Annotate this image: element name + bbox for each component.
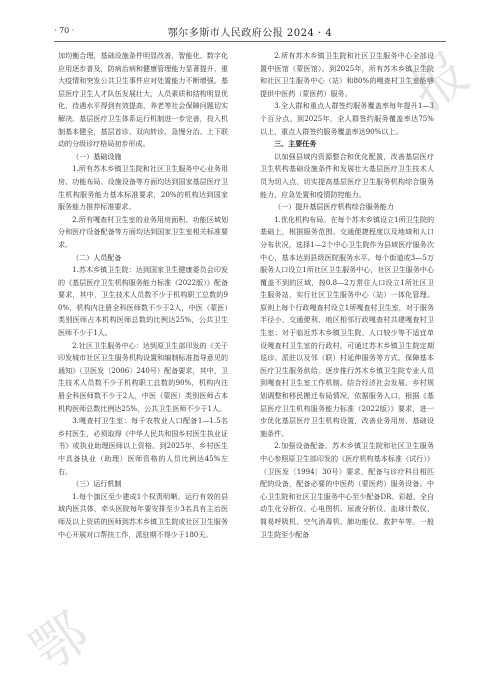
section-heading: 三、主要任务: [274, 139, 317, 149]
paragraph: 以加强县域内资源整合和优化配置，改善基层医疗卫生机构基础设施条件和发展壮大基层医疗卫生技术人员为切入点，切实提高基层医疗卫生服务机构综合服务能力，应急处置和疫情防控能力。: [260, 151, 434, 199]
subsection-heading: （二）人员配备: [72, 252, 122, 262]
paragraph: 加均衡合理，基础设施条件明显改善，智能化、数字化应用逐步普及，防病治病和健康管理能力显著提升，重大疫情和突发公共卫生事件应对处置能力不断增强。基层医疗卫生人才队伍发展壮大，人员素质和结构明显优化，待遇水平得到有效提高，养老等社会保障问题切实解决。基层医疗卫生体系运行机制进一步完善，投入机制基本健全，基层首诊、双向转诊、急慢分治、上下联动的分级诊疗格局初步形成。: [58, 51, 228, 149]
paragraph: 2.加强设备配备。苏木乡镇卫生院和社区卫生服务中心参照原卫生部印发的《医疗机构基本标准（试行）》（卫医发〔1994〕30号）要求，配备与诊疗科目相匹配的设备，配备必要的中医药（蒙医药）服务设备。中心卫生院和社区卫生服务中心至少配备DR、彩超、全自动生化分析仪、心电图机、尿液分析仪、血球计数仪、简易呼吸机、空气消毒机、肺功能仪、救护车等。一般卫生院至少配备: [260, 441, 434, 539]
paragraph: 2.社区卫生服务中心：达到原卫生部印发的《关于印发城市社区卫生服务机构设置和编制标准指导意见的通知》（卫医发〔2006〕240号）配备要求，其中，卫生技术人员数不少于机构职工总数的90%，机构内注册全科医师数不少于2人，中医（蒙医）类别医师占本机构医师总数比例达25%，公共卫生医师不少于1人。: [58, 340, 228, 413]
paragraph: 3.全人群和重点人群签约服务覆盖率每年提升1—3个百分点。到2025年，全人群签约服务覆盖率达75%以上，重点人群签约服务覆盖率达90%以上。: [260, 101, 434, 136]
header-rule: [54, 41, 446, 42]
subsection-heading: （一）提升基层医疗机构综合服务能力: [274, 202, 394, 212]
publication-title: 鄂尔多斯市人民政府公报 2024 · 4: [167, 28, 333, 39]
watermark-right: 报: [399, 40, 480, 124]
paragraph: 2.所有苏木乡镇卫生院和社区卫生服务中心全部设置中医馆（蒙医馆）。到2025年，所有苏木乡镇卫生院和社区卫生服务中心（站）和80%的嘎查村卫生室能够提供中医药（蒙医药）服务。: [260, 51, 434, 98]
paragraph: 1.所有苏木乡镇卫生院和社区卫生服务中心业务用房、功能布局、设施设备等方面均达到国家基层医疗卫生机构服务能力基本标准要求，20%的机构达到国家服务能力推荐标准要求。: [58, 164, 228, 212]
watermark-left: 鄂: [19, 600, 100, 684]
paragraph: 1.每个旗区至少建成1个权责明晰、运行有效的县域内医共体，牵头医院每年要安排至少3名具有主治医师及以上资质的医师到苏木乡镇卫生院或社区卫生服务中心开展对口帮扶工作，派驻期不得少于180天。: [58, 491, 228, 539]
paragraph: 3.嘎查村卫生室：每千农牧业人口配备1—1.5名乡村医生，必须取得《中华人民共和国乡村医生执业证书》或执业助理医师以上资格。到2025年，乡村医生中具备执业（助理）医师资格的人员比例达45%左右。: [58, 416, 228, 476]
left-column: [58, 50, 228, 541]
paragraph: 1.优化机构布局。在每个苏木乡镇设立1所卫生院的基础上，根据服务范围、交通便捷程度以及地域和人口分布状况，选择1—2个中心卫生院作为县域医疗服务次中心，基本达到县级医院服务水平。每个街道或3—5万服务人口设立1所社区卫生服务中心，社区卫生服务中心覆盖不到的区域，按0.8—2万常住人口设立1所社区卫生服务站，实行社区卫生服务中心（站）一体化管理。原则上每个行政嘎查村设立1所嘎查村卫生室，对于服务半径小、交通便利、地区相邻行政嘎查村共建嘎查村卫生室；对于临近苏木乡镇卫生院、人口较少等不适宜单设嘎查村卫生室的行政村，可通过苏木乡镇卫生院定期巡诊、派驻以及邻（联）村延伸服务等方式，保障基本医疗卫生服务供给。逐步推行苏木乡镇卫生院专业人员到嘎查村卫生室工作机制。结合经济社会发展、乡村规划调整和移民搬迁布局情况，依据服务人口，根据《基层医疗卫生机构服务能力标准（2022版）》要求，进一步优化基层医疗卫生机构设置，改善业务用房、基础设施条件。: [260, 214, 434, 438]
right-column: [260, 50, 434, 541]
subsection-heading: （一）基础设施: [72, 151, 122, 161]
subsection-heading: （三）运行机制: [72, 479, 122, 489]
paragraph: 1.苏木乡镇卫生院：达到国家卫生健康委员会印发的《基层医疗卫生机构服务能力标准（2022版）》配备要求，其中，卫生技术人员数不少于机构职工总数的90%，机构内注册全科医师数不少于2人，中医（蒙医）类别医师占本机构医师总数的比例达25%，公共卫生医师不少于1人。: [58, 265, 228, 338]
page-header: [54, 24, 446, 38]
paragraph: 2.所有嘎查村卫生室的业务用房面积、功能区域划分和医疗设备配备等方面均达到国家卫生室相关标准要求。: [58, 214, 228, 249]
page-number: · 70 ·: [54, 26, 75, 35]
